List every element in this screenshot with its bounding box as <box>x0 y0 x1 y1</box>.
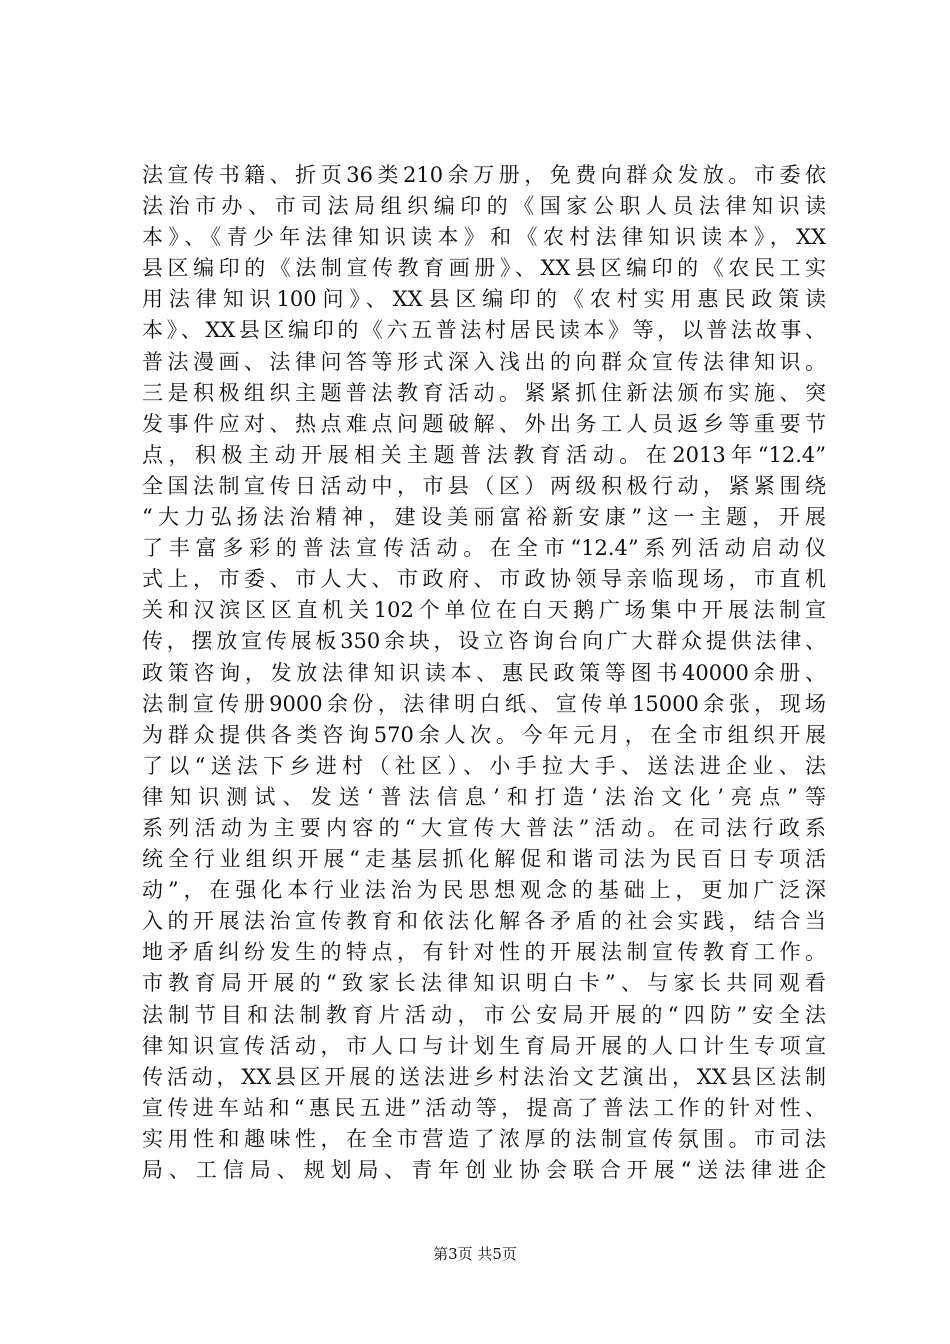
text-line: 系列活动为主要内容的“大宣传大普法”活动。在司法行政系 <box>142 815 826 840</box>
text-line: 律知识宣传活动，市人口与计划生育局开展的人口计生专项宣 <box>142 1033 826 1058</box>
text-line: 发事件应对、热点难点问题破解、外出务工人员返乡等重要节 <box>142 411 826 436</box>
text-line: 用法律知识100问》、XX县区编印的《农村实用惠民政策读 <box>142 287 826 312</box>
text-line: 实用性和趣味性，在全市营造了浓厚的法制宣传氛围。市司法 <box>142 1126 826 1151</box>
text-line: 政策咨询，发放法律知识读本、惠民政策等图书40000余册、 <box>142 660 826 685</box>
page-footer: 第3页 共5页 <box>433 1245 517 1263</box>
text-line: 宣传进车站和“惠民五进”活动等，提高了普法工作的针对性、 <box>142 1095 826 1120</box>
text-line: 关和汉滨区区直机关102个单位在白天鹅广场集中开展法制宣 <box>142 598 826 623</box>
text-line: 普法漫画、法律问答等形式深入浅出的向群众宣传法律知识。 <box>142 349 826 374</box>
text-line: 本》、XX县区编印的《六五普法村居民读本》等，以普法故事、 <box>142 318 826 343</box>
text-line: “大力弘扬法治精神，建设美丽富裕新安康”这一主题，开展 <box>142 505 826 530</box>
text-line: 动”，在强化本行业法治为民思想观念的基础上，更加广泛深 <box>142 878 826 903</box>
text-line: 式上，市委、市人大、市政府、市政协领导亲临现场，市直机 <box>142 567 826 592</box>
body-text <box>142 160 826 1186</box>
text-line: 地矛盾纠纷发生的特点，有针对性的开展法制宣传教育工作。 <box>142 940 826 965</box>
text-line: 传，摆放宣传展板350余块，设立咨询台向广大群众提供法律、 <box>142 629 826 654</box>
text-line: 本》、《青少年法律知识读本》和《农村法律知识读本》，XX <box>142 225 826 250</box>
text-line: 统全行业组织开展“走基层抓化解促和谐司法为民百日专项活 <box>142 847 826 872</box>
text-line: 为群众提供各类咨询570余人次。今年元月，在全市组织开展 <box>142 722 826 747</box>
text-line: 县区编印的《法制宣传教育画册》、XX县区编印的《农民工实 <box>142 256 826 281</box>
text-line: 律知识测试、发送‘普法信息’和打造‘法治文化’亮点”等 <box>142 784 826 809</box>
text-line: 入的开展法治宣传教育和依法化解各矛盾的社会实践，结合当 <box>142 909 826 934</box>
text-line: 法治市办、市司法局组织编印的《国家公职人员法律知识读 <box>142 194 826 219</box>
text-line: 了以“送法下乡进村（社区）、小手拉大手、送法进企业、法 <box>142 753 826 778</box>
text-line: 点，积极主动开展相关主题普法教育活动。在2013年“12.4” <box>142 442 826 467</box>
text-line: 三是积极组织主题普法教育活动。紧紧抓住新法颁布实施、突 <box>142 380 826 405</box>
text-line: 法制节目和法制教育片活动，市公安局开展的“四防”安全法 <box>142 1002 826 1027</box>
text-line: 局、工信局、规划局、青年创业协会联合开展“送法律进企 <box>142 1158 826 1182</box>
text-line: 市教育局开展的“致家长法律知识明白卡”、与家长共同观看 <box>142 971 826 996</box>
text-line: 法制宣传册9000余份，法律明白纸、宣传单15000余张，现场 <box>142 691 826 716</box>
text-line: 传活动，XX县区开展的送法进乡村法治文艺演出，XX县区法制 <box>142 1064 826 1089</box>
text-line: 了丰富多彩的普法宣传活动。在全市“12.4”系列活动启动仪 <box>142 536 826 561</box>
text-line: 法宣传书籍、折页36类210余万册，免费向群众发放。市委依 <box>142 163 826 187</box>
text-line: 全国法制宣传日活动中，市县（区）两级积极行动，紧紧围绕 <box>142 473 826 498</box>
